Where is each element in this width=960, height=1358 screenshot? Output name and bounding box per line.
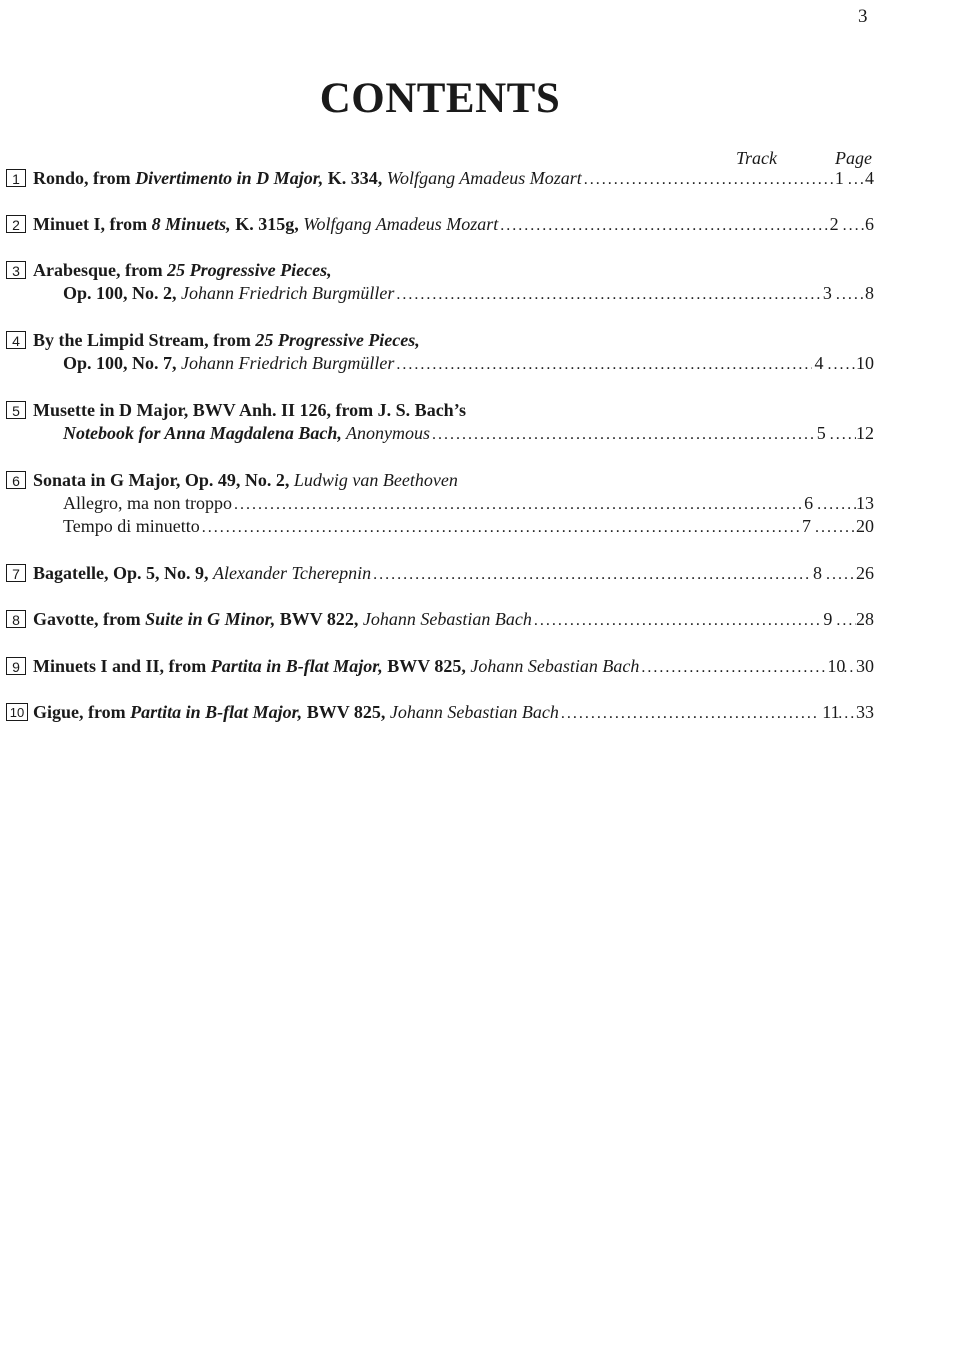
toc-title: Gavotte, from Suite in G Minor, BWV 822, Johann Sebastian Bach xyxy=(33,609,532,629)
dot-leader xyxy=(500,214,827,237)
track-number: 8 xyxy=(813,563,822,583)
dot-leader xyxy=(843,656,856,679)
toc-line xyxy=(6,352,874,375)
page-title: CONTENTS xyxy=(319,75,561,122)
track-number-box: 8 xyxy=(6,610,26,628)
toc-line xyxy=(6,655,874,678)
toc-title: Allegro, ma non troppo xyxy=(63,493,232,513)
toc-line xyxy=(6,562,874,585)
toc-title: Op. 100, No. 2, Johann Friedrich Burgmüller xyxy=(63,283,395,303)
track-number: 4 xyxy=(814,353,824,373)
toc-title: Notebook for Anna Magdalena Bach, Anonymous xyxy=(63,423,431,443)
toc-title: Arabesque, from 25 Progressive Pieces, xyxy=(33,260,332,280)
dot-leader xyxy=(848,168,865,191)
dot-leader xyxy=(817,493,856,516)
track-number-box: 1 xyxy=(6,169,26,187)
toc-line xyxy=(6,422,874,445)
page-number-ref: 28 xyxy=(856,609,874,629)
dot-leader xyxy=(396,283,821,306)
toc-entry xyxy=(6,167,874,190)
track-number-box: 5 xyxy=(6,401,26,419)
page-number: 3 xyxy=(858,6,868,27)
dot-leader xyxy=(827,353,856,376)
toc-line xyxy=(6,399,874,422)
dot-leader xyxy=(373,563,811,586)
toc-entry xyxy=(6,608,874,631)
page-number-ref: 12 xyxy=(856,423,874,443)
dot-leader xyxy=(641,656,825,679)
toc-line xyxy=(6,469,874,492)
dot-leader xyxy=(826,563,856,586)
track-number: 9 xyxy=(823,609,833,629)
track-number-box: 3 xyxy=(6,261,26,279)
track-number: 5 xyxy=(816,423,826,443)
toc-entry xyxy=(6,469,874,538)
toc-line xyxy=(6,515,874,538)
toc-line xyxy=(6,282,874,305)
dot-leader xyxy=(838,702,856,725)
track-number: 1 xyxy=(834,168,844,188)
toc-title: Rondo, from Divertimento in D Major, K. 334, Wolfgang Amadeus Mozart xyxy=(33,168,582,188)
toc-line xyxy=(6,259,874,282)
page-number-ref: 4 xyxy=(865,168,874,188)
toc-title: Tempo di minuetto xyxy=(63,516,200,536)
toc-title: Minuet I, from 8 Minuets, K. 315g, Wolfgang Amadeus Mozart xyxy=(33,214,499,234)
toc-entry xyxy=(6,562,874,585)
dot-leader xyxy=(432,423,815,446)
track-number: 10 xyxy=(827,656,846,676)
page-number-ref: 20 xyxy=(856,516,874,536)
page-column-header: Page xyxy=(835,148,872,168)
toc-line xyxy=(6,492,874,515)
toc-title: Bagatelle, Op. 5, No. 9, Alexander Tcherepnin xyxy=(33,563,372,583)
track-number: 3 xyxy=(822,283,832,303)
track-number: 7 xyxy=(802,516,811,536)
dot-leader xyxy=(843,214,865,237)
track-number-box: 7 xyxy=(6,564,26,582)
page-number-ref: 10 xyxy=(856,353,874,373)
toc-line xyxy=(6,213,874,236)
dot-leader xyxy=(830,423,856,446)
track-number: 11 xyxy=(822,702,840,722)
toc-line xyxy=(6,167,874,190)
toc-title: Gigue, from Partita in B-flat Major, BWV 825, Johann Sebastian Bach xyxy=(33,702,559,722)
dot-leader xyxy=(584,168,833,191)
dot-leader xyxy=(836,609,856,632)
toc-title: Op. 100, No. 7, Johann Friedrich Burgmüller xyxy=(63,353,395,373)
page-number-ref: 30 xyxy=(856,656,874,676)
toc-entry xyxy=(6,213,874,236)
page-number-ref: 33 xyxy=(856,702,874,722)
toc-entry xyxy=(6,329,874,375)
page-number-ref: 26 xyxy=(856,563,874,583)
toc-line xyxy=(6,701,874,724)
page-number-ref: 8 xyxy=(865,283,874,303)
toc-entry xyxy=(6,259,874,305)
track-column-header: Track xyxy=(736,148,778,168)
toc-entry xyxy=(6,701,874,724)
dot-leader xyxy=(815,516,856,539)
track-number: 6 xyxy=(804,493,814,513)
page-number-ref: 6 xyxy=(865,214,874,234)
dot-leader xyxy=(396,353,812,376)
dot-leader xyxy=(561,702,820,725)
toc-title: Musette in D Major, BWV Anh. II 126, from J. S. Bach’s xyxy=(33,400,467,420)
dot-leader xyxy=(234,493,802,516)
track-number-box: 6 xyxy=(6,471,26,489)
track-number-box: 9 xyxy=(6,657,26,675)
toc-title: Sonata in G Major, Op. 49, No. 2, Ludwig van Beethoven xyxy=(33,470,458,490)
track-number-box: 2 xyxy=(6,215,26,233)
dot-leader xyxy=(534,609,821,632)
track-number-box: 10 xyxy=(6,703,28,721)
dot-leader xyxy=(836,283,865,306)
toc-title: Minuets I and II, from Partita in B-flat Major, BWV 825, Johann Sebastian Bach xyxy=(33,656,640,676)
toc-entry xyxy=(6,655,874,678)
toc-entry xyxy=(6,399,874,445)
dot-leader xyxy=(202,516,800,539)
page-number-ref: 13 xyxy=(856,493,874,513)
track-number: 2 xyxy=(829,214,839,234)
toc-line xyxy=(6,608,874,631)
toc-title: By the Limpid Stream, from 25 Progressive Pieces, xyxy=(33,330,420,350)
toc-line xyxy=(6,329,874,352)
track-number-box: 4 xyxy=(6,331,26,349)
